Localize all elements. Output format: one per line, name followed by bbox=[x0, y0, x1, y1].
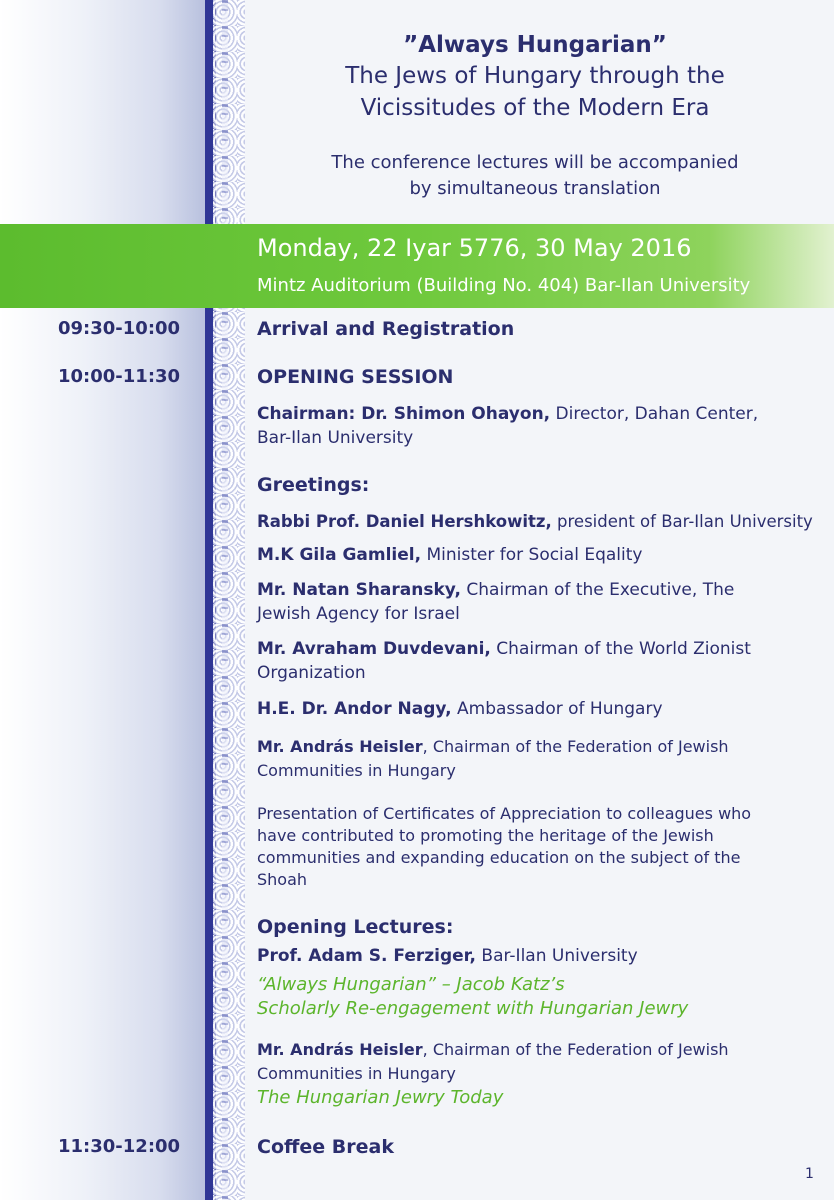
greeting-3-role-line2: Jewish Agency for Israel bbox=[257, 604, 460, 624]
lecture-1-speaker: Prof. Adam S. Ferziger, bbox=[257, 946, 477, 966]
ornamental-border bbox=[213, 0, 245, 1200]
greeting-6-role: , Chairman of the Federation of Jewish bbox=[422, 737, 729, 756]
presentation-line-1: Presentation of Certificates of Appreciation to colleagues who bbox=[257, 804, 752, 823]
lecture-2-affiliation: , Chairman of the Federation of Jewish bbox=[422, 1040, 729, 1059]
opening-session-heading: OPENING SESSION bbox=[257, 366, 454, 388]
chairman-entry bbox=[257, 402, 817, 450]
greeting-6 bbox=[257, 735, 817, 783]
greeting-3-name: Mr. Natan Sharansky, bbox=[257, 580, 461, 600]
greeting-1 bbox=[257, 510, 817, 534]
greeting-4-name: Mr. Avraham Duvdevani, bbox=[257, 639, 491, 659]
greeting-4-role: Chairman of the World Zionist bbox=[490, 639, 751, 659]
lecture-1-title bbox=[257, 973, 817, 1021]
lecture-1 bbox=[257, 944, 817, 968]
conference-subtitle-line1: The Jews of Hungary through the bbox=[345, 63, 725, 89]
ornamental-border-pattern bbox=[222, 0, 228, 1200]
greeting-5 bbox=[257, 697, 817, 721]
greeting-1-role: president of Bar-Ilan University bbox=[551, 512, 813, 531]
lecture-1-title-line2: Scholarly Re-engagement with Hungarian Jewry bbox=[257, 998, 689, 1019]
greeting-4-role-line2: Organization bbox=[257, 663, 366, 683]
greeting-5-role: Ambassador of Hungary bbox=[451, 699, 663, 719]
date-banner-text bbox=[257, 232, 750, 300]
greeting-1-name: Rabbi Prof. Daniel Hershkowitz, bbox=[257, 512, 552, 531]
greeting-6-name: Mr. András Heisler bbox=[257, 737, 423, 756]
chairman-role-line2: Bar-Ilan University bbox=[257, 428, 414, 448]
greeting-3-role: Chairman of the Executive, The bbox=[461, 580, 735, 600]
opening-lectures-heading: Opening Lectures: bbox=[257, 916, 454, 938]
lecture-2 bbox=[257, 1038, 817, 1086]
translation-note-line1: The conference lectures will be accompanied bbox=[331, 152, 739, 173]
banner-date: Monday, 22 Iyar 5776, 30 May 2016 bbox=[257, 234, 692, 262]
lecture-1-affiliation: Bar-Ilan University bbox=[476, 946, 638, 966]
lecture-2-speaker: Mr. András Heisler bbox=[257, 1040, 423, 1059]
lecture-2-title: The Hungarian Jewry Today bbox=[257, 1087, 504, 1108]
page-number: 1 bbox=[805, 1166, 814, 1182]
translation-note bbox=[250, 150, 820, 202]
greeting-2-role: Minister for Social Eqality bbox=[421, 545, 643, 565]
translation-note-line2: by simultaneous translation bbox=[409, 178, 661, 199]
lecture-1-title-line1: “Always Hungarian” – Jacob Katz’s bbox=[257, 974, 565, 995]
lecture-2-affiliation-line2: Communities in Hungary bbox=[257, 1064, 456, 1083]
document-header bbox=[250, 30, 820, 202]
chairman-name: Chairman: Dr. Shimon Ohayon, bbox=[257, 404, 551, 424]
greetings-heading: Greetings: bbox=[257, 474, 370, 496]
presentation-line-2: have contributed to promoting the heritage of the Jewish bbox=[257, 826, 714, 845]
time-slot-2: 10:00-11:30 bbox=[58, 366, 181, 387]
presentation-line-3: communities and expanding education on the subject of the bbox=[257, 848, 741, 867]
greeting-2 bbox=[257, 543, 817, 567]
time-slot-3: 11:30-12:00 bbox=[58, 1136, 181, 1157]
chairman-role: Director, Dahan Center, bbox=[550, 404, 759, 424]
greeting-3 bbox=[257, 578, 817, 626]
arrival-registration: Arrival and Registration bbox=[257, 318, 515, 340]
greeting-2-name: M.K Gila Gamliel, bbox=[257, 545, 422, 565]
banner-venue: Mintz Auditorium (Building No. 404) Bar-Ilan University bbox=[257, 275, 751, 296]
presentation-line-4: Shoah bbox=[257, 870, 308, 889]
greeting-5-name: H.E. Dr. Andor Nagy, bbox=[257, 699, 452, 719]
conference-title: ”Always Hungarian” bbox=[403, 32, 667, 58]
greeting-6-role-line2: Communities in Hungary bbox=[257, 761, 456, 780]
time-slot-1: 09:30-10:00 bbox=[58, 318, 181, 339]
greeting-4 bbox=[257, 637, 817, 685]
coffee-break: Coffee Break bbox=[257, 1136, 394, 1158]
presentation-paragraph bbox=[257, 803, 817, 891]
conference-subtitle-line2: Vicissitudes of the Modern Era bbox=[360, 95, 710, 121]
left-decorative-panel bbox=[0, 0, 212, 1200]
